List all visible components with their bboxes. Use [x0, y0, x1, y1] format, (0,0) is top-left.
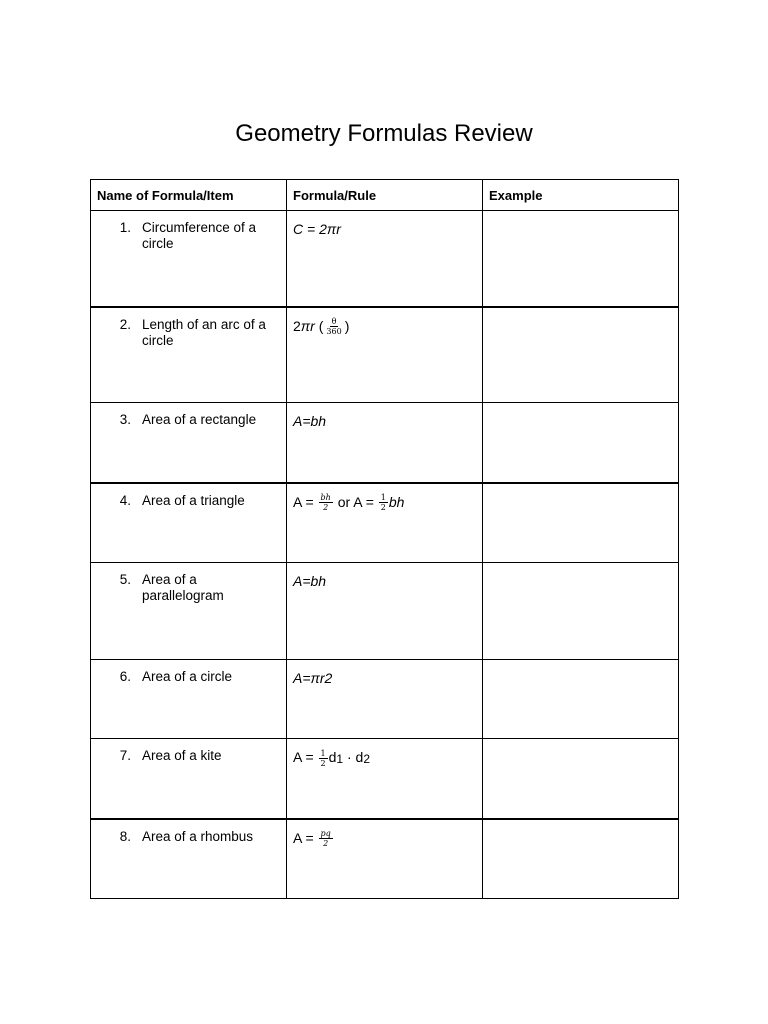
- item-name: Area of a rhombus: [142, 828, 254, 844]
- name-cell: [91, 307, 287, 403]
- item-number: 4.: [119, 492, 131, 508]
- name-cell: [91, 563, 287, 660]
- name-cell: [91, 739, 287, 819]
- formula: A=bh: [293, 573, 327, 589]
- table-row: [91, 660, 679, 739]
- name-cell: [91, 211, 287, 307]
- formula: A = $\frac{pq}{2}$: [293, 829, 331, 849]
- formula-cell: [287, 483, 483, 563]
- item-number: 7.: [119, 748, 131, 763]
- fraction: $\frac{1}{2}$: [380, 493, 386, 513]
- item-number: 5.: [119, 572, 131, 587]
- formulas-table: [90, 179, 679, 899]
- formula-cell: [287, 211, 483, 307]
- example-cell: [483, 211, 679, 307]
- table-row: [91, 307, 679, 403]
- example-cell: [483, 307, 679, 403]
- formula: A = $\frac{1}{2}$ d1 · d2: [293, 748, 371, 768]
- page-title: Geometry Formulas Review: [235, 120, 533, 147]
- item-name: Area of a circle: [142, 669, 233, 684]
- table-header-row: [91, 180, 679, 211]
- item-name: Area of a parallelogram: [142, 572, 224, 603]
- table-row: [91, 211, 679, 307]
- table-row: [91, 739, 679, 819]
- item-name: Area of a triangle: [142, 492, 245, 508]
- formula-cell: [287, 403, 483, 483]
- fraction: $\frac{\theta}{360}$: [326, 317, 342, 337]
- name-cell: [91, 660, 287, 739]
- item-name: Length of an arc of a circle: [142, 316, 266, 348]
- formula-cell: [287, 307, 483, 403]
- example-cell: [483, 660, 679, 739]
- item-number: 8.: [119, 828, 131, 844]
- fraction: $\frac{1}{2}$: [320, 748, 326, 768]
- table-row: [91, 819, 679, 899]
- example-cell: [483, 563, 679, 660]
- formula-cell: [287, 739, 483, 819]
- item-number: 3.: [119, 412, 131, 427]
- item-number: 1.: [119, 220, 131, 235]
- table-row: [91, 403, 679, 483]
- header-example: Example: [483, 180, 679, 211]
- name-cell: [91, 819, 287, 899]
- table-row: [91, 563, 679, 660]
- formula: A = $\frac{bh}{2}$ or A = $\frac{1}{2}$ bh: [293, 493, 405, 513]
- item-name: Area of a rectangle: [142, 412, 257, 427]
- item-name: Circumference of a circle: [142, 220, 257, 251]
- header-formula: Formula/Rule: [287, 180, 483, 211]
- example-cell: [483, 483, 679, 563]
- formula-cell: [287, 819, 483, 899]
- formula: 2πr ( $\frac{\theta}{360}$ ): [293, 317, 350, 337]
- formula-cell: [287, 660, 483, 739]
- item-name: Area of a kite: [142, 748, 222, 763]
- fraction: $\frac{bh}{2}$: [320, 493, 331, 513]
- example-cell: [483, 739, 679, 819]
- name-cell: [91, 403, 287, 483]
- formula: A=bh: [293, 413, 327, 429]
- example-cell: [483, 819, 679, 899]
- item-number: 6.: [119, 669, 131, 684]
- example-cell: [483, 403, 679, 483]
- formula: C = 2πr: [293, 221, 341, 237]
- fraction: $\frac{pq}{2}$: [320, 829, 331, 849]
- header-name: Name of Formula/Item: [91, 180, 287, 211]
- table-row: [91, 483, 679, 563]
- formula-cell: [287, 563, 483, 660]
- item-number: 2.: [119, 316, 131, 332]
- name-cell: [91, 483, 287, 563]
- formula: A=πr2: [293, 670, 333, 686]
